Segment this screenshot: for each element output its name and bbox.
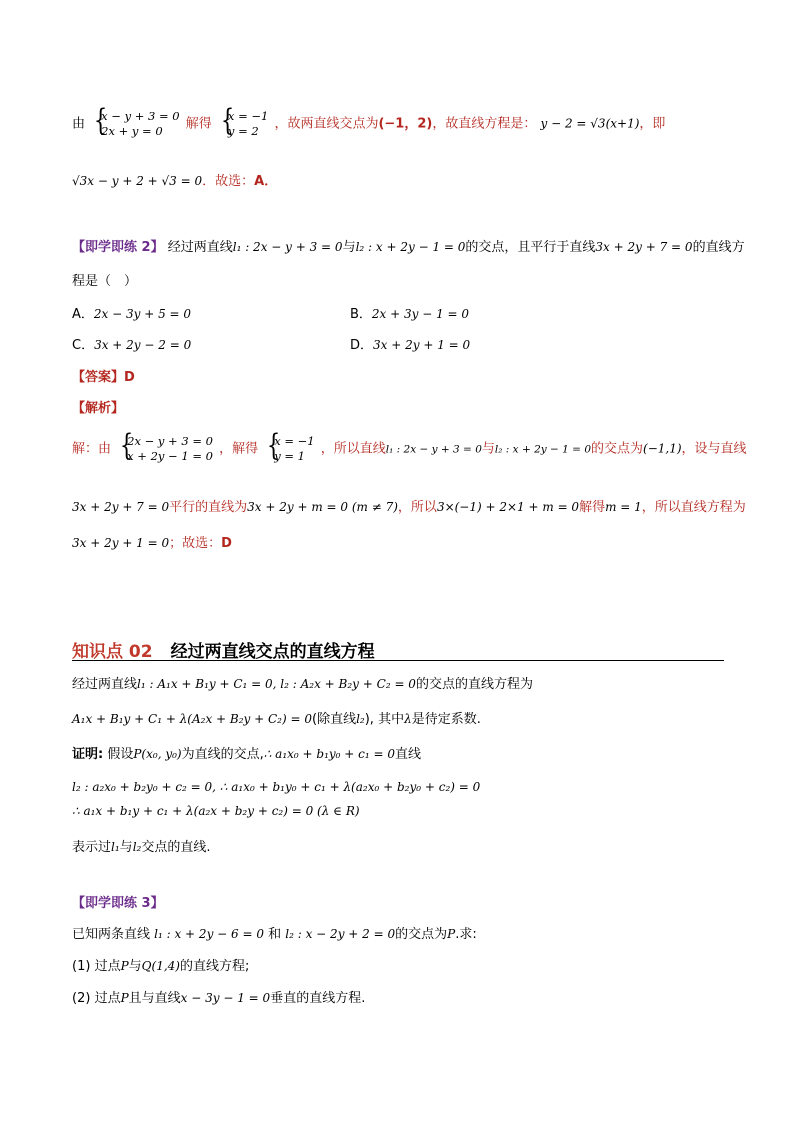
proof-line-1: 证明: 假设P(x₀, y₀)为直线的交点,∴ a₁x₀ + b₁y₀ + c₁ = 0直线 bbox=[72, 747, 422, 762]
answer-choice: A． bbox=[254, 174, 278, 189]
proof-line-3: ∴ a₁x + b₁y + c₁ + λ(a₂x + b₂y + c₂) = 0 (λ ∈ R) bbox=[72, 804, 360, 818]
equation-system: { x − y + 3 = 0 2x + y = 0 bbox=[94, 103, 180, 138]
analysis-line-3: 3x + 2y + 1 = 0；故选：D bbox=[72, 536, 232, 551]
knowledge-line-1: 经过两直线l₁ : A₁x + B₁y + C₁ = 0, l₂ : A₂x + B₂y + C₂ = 0的交点的直线方程为 bbox=[72, 677, 533, 692]
line-equation: y − 2 = √3(x+1) bbox=[540, 116, 640, 131]
text: 解得 bbox=[185, 116, 212, 132]
exercise-3-part-1: (1) 过点P与Q(1,4)的直线方程; bbox=[72, 959, 250, 974]
analysis-tag: 【解析】 bbox=[72, 401, 125, 416]
solution-system: { x = −1 y = 2 bbox=[220, 103, 269, 138]
line-equation: √3x − y + 2 + √3 = 0 bbox=[72, 174, 203, 188]
option-c: C．3x + 2y − 2 = 0 bbox=[72, 338, 192, 353]
section-number: 知识点 02 bbox=[72, 642, 153, 662]
equation-system: { 2x − y + 3 = 0 x + 2y − 1 = 0 bbox=[120, 428, 213, 463]
exercise-tag: 【即学即练 2】 bbox=[72, 240, 164, 255]
option-a: A．2x − 3y + 5 = 0 bbox=[72, 307, 192, 322]
answer-value: D bbox=[124, 370, 135, 385]
proof-label: 证明: bbox=[72, 747, 104, 762]
knowledge-line-2: A₁x + B₁y + C₁ + λ(A₂x + B₂y + C₂) = 0(除直线l₂), 其中λ是待定系数. bbox=[72, 712, 481, 727]
proof-conclusion: 表示过l₁与l₂交点的直线. bbox=[72, 840, 211, 855]
text: 由 bbox=[72, 116, 86, 132]
option-d: D．3x + 2y + 1 = 0 bbox=[350, 338, 471, 353]
analysis-line-2: 3x + 2y + 7 = 0平行的直线为3x + 2y + m = 0 (m ≠ 7)，所以3×(−1) + 2×1 + m = 0解得m = 1，所以直线方程为 bbox=[72, 500, 746, 515]
section-title: 经过两直线交点的直线方程 bbox=[170, 642, 375, 662]
exercise-3-tag: 【即学即练 3】 bbox=[72, 896, 164, 911]
section-divider bbox=[72, 660, 724, 661]
solution-line-2: √3x − y + 2 + √3 = 0．故选：A． bbox=[72, 174, 278, 189]
exercise-3-question: 已知两条直线 l₁ : x + 2y − 6 = 0 和 l₂ : x − 2y + 2 = 0的交点为P.求: bbox=[72, 927, 477, 942]
section-heading bbox=[72, 637, 375, 662]
answer-line: 【答案】D bbox=[72, 370, 135, 385]
analysis-line-1: 解：由 { 2x − y + 3 = 0 x + 2y − 1 = 0 ，解得 { x = −1 y = 1 ，所以直线l₁ : 2x − y + 3 = 0与l₂ : x + 2y − 1 = 0的交点为(−1,1)，设与直线 bbox=[72, 428, 747, 463]
exercise-2-question-cont: 程是（ ） bbox=[72, 274, 138, 289]
solution-system: { x = −1 y = 1 bbox=[267, 428, 315, 463]
exercise-2-question: 【即学即练 2】 经过两直线l₁ : 2x − y + 3 = 0与l₂ : x + 2y − 1 = 0的交点，且平行于直线3x + 2y + 7 = 0的直线方 bbox=[72, 240, 745, 255]
intersection-point: (−1，2) bbox=[378, 116, 433, 132]
option-b: B．2x + 3y − 1 = 0 bbox=[350, 307, 470, 322]
solution-line-1: 由 { x − y + 3 = 0 2x + y = 0 解得 { x = −1 y = 2 ，故两直线交点为(−1，2)，故直线方程是： y − 2 = √3(x+1)，即 bbox=[72, 103, 666, 138]
exercise-3-part-2: (2) 过点P且与直线x − 3y − 1 = 0垂直的直线方程. bbox=[72, 991, 366, 1006]
proof-line-2: l₂ : a₂x₀ + b₂y₀ + c₂ = 0, ∴ a₁x₀ + b₁y₀ + c₁ + λ(a₂x₀ + b₂y₀ + c₂) = 0 bbox=[72, 780, 481, 794]
